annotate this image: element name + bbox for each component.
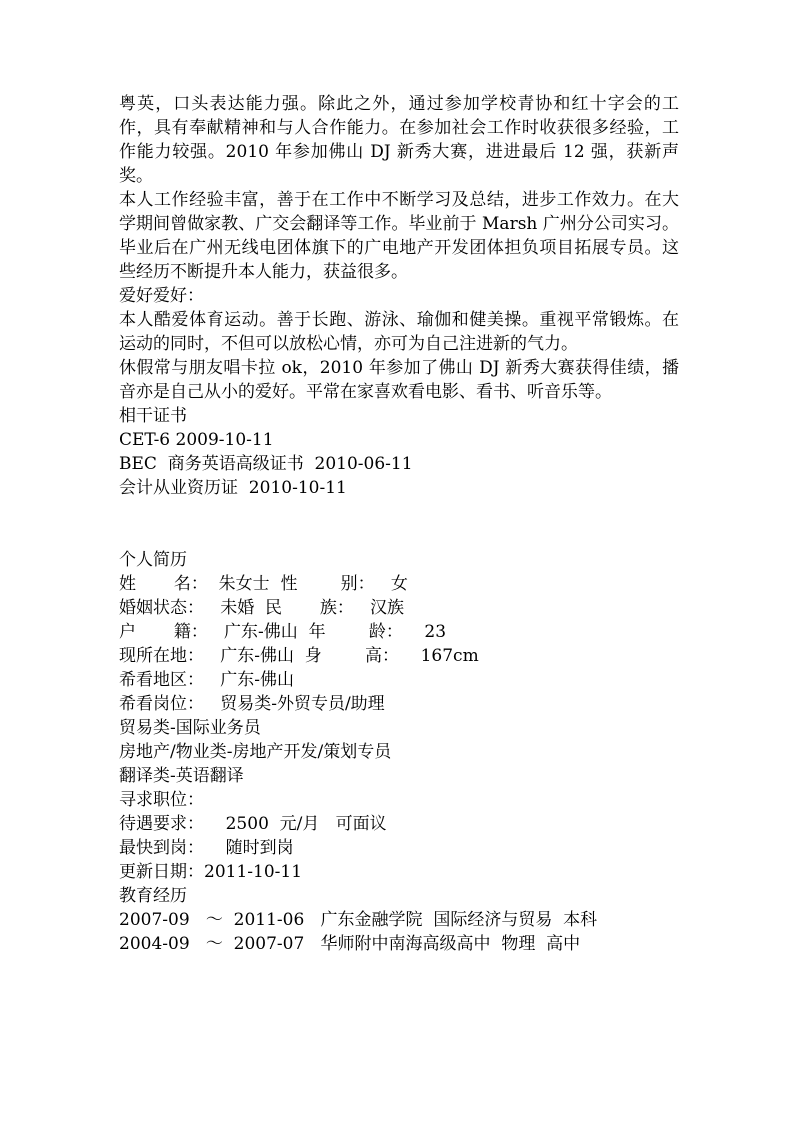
resume-row: 姓 名： 朱女士 性 别： 女 xyxy=(119,574,408,594)
education-row: 2007-09 ～ 2011-06 广东金融学院 国际经济与贸易 本科 xyxy=(119,910,598,930)
education-heading: 教育经历 xyxy=(119,886,187,906)
certificate-item: CET-6 2009-10-11 xyxy=(119,430,274,450)
resume-row: 待遇要求： 2500 元/月 可面议 xyxy=(119,814,387,834)
section-spacer xyxy=(119,500,679,548)
education-row: 2004-09 ～ 2007-07 华师附中南海高级高中 物理 高中 xyxy=(119,934,581,954)
resume-row: 希看地区： 广东-佛山 xyxy=(119,670,294,690)
document-page xyxy=(119,92,679,956)
self-evaluation-paragraph-1: 粤英，口头表达能力强。除此之外，通过参加学校青协和红十字会的工作，具有奉献精神和与人合作能力。在参加社会工作时收获很多经验，工作能力较强。2010 年参加佛山 DJ 新秀大赛，进进最后 12 强，获新声奖。 xyxy=(119,94,679,186)
resume-heading: 个人简历 xyxy=(119,550,187,570)
hobbies-paragraph-1: 本人酷爱体育运动。善于长跑、游泳、瑜伽和健美操。重视平常锻炼。在运动的同时，不但可以放松心情，亦可为自己注进新的气力。 xyxy=(119,310,679,354)
hobbies-paragraph-2: 休假常与朋友唱卡拉 ok，2010 年参加了佛山 DJ 新秀大赛获得佳绩，播音亦是自己从小的爱好。平常在家喜欢看电影、看书、听音乐等。 xyxy=(119,358,679,402)
certificates-heading: 相干证书 xyxy=(119,406,187,426)
resume-row: 婚姻状态： 未婚 民 族： 汉族 xyxy=(119,598,405,618)
resume-row: 房地产/物业类-房地产开发/策划专员 xyxy=(119,742,392,762)
resume-row: 贸易类-国际业务员 xyxy=(119,718,261,738)
resume-row: 现所在地： 广东-佛山 身 高： 167cm xyxy=(119,646,479,666)
resume-row: 希看岗位： 贸易类-外贸专员/助理 xyxy=(119,694,385,714)
resume-row: 寻求职位： xyxy=(119,790,204,810)
resume-row: 翻译类-英语翻译 xyxy=(119,766,244,786)
resume-row: 最快到岗： 随时到岗 xyxy=(119,838,294,858)
hobbies-heading: 爱好爱好： xyxy=(119,286,204,306)
resume-row: 更新日期：2011-10-11 xyxy=(119,862,303,882)
resume-row: 户 籍： 广东-佛山 年 龄： 23 xyxy=(119,622,447,642)
certificate-item: 会计从业资历证 2010-10-11 xyxy=(119,478,347,498)
self-evaluation-paragraph-2: 本人工作经验丰富，善于在工作中不断学习及总结，进步工作效力。在大学期间曾做家教、广交会翻译等工作。毕业前于 Marsh 广州分公司实习。毕业后在广州无线电团体旗下的广电地产开发团体担负项目拓展专员。这些经历不断提升本人能力，获益很多。 xyxy=(119,190,679,282)
certificate-item: BEC 商务英语高级证书 2010-06-11 xyxy=(119,454,413,474)
